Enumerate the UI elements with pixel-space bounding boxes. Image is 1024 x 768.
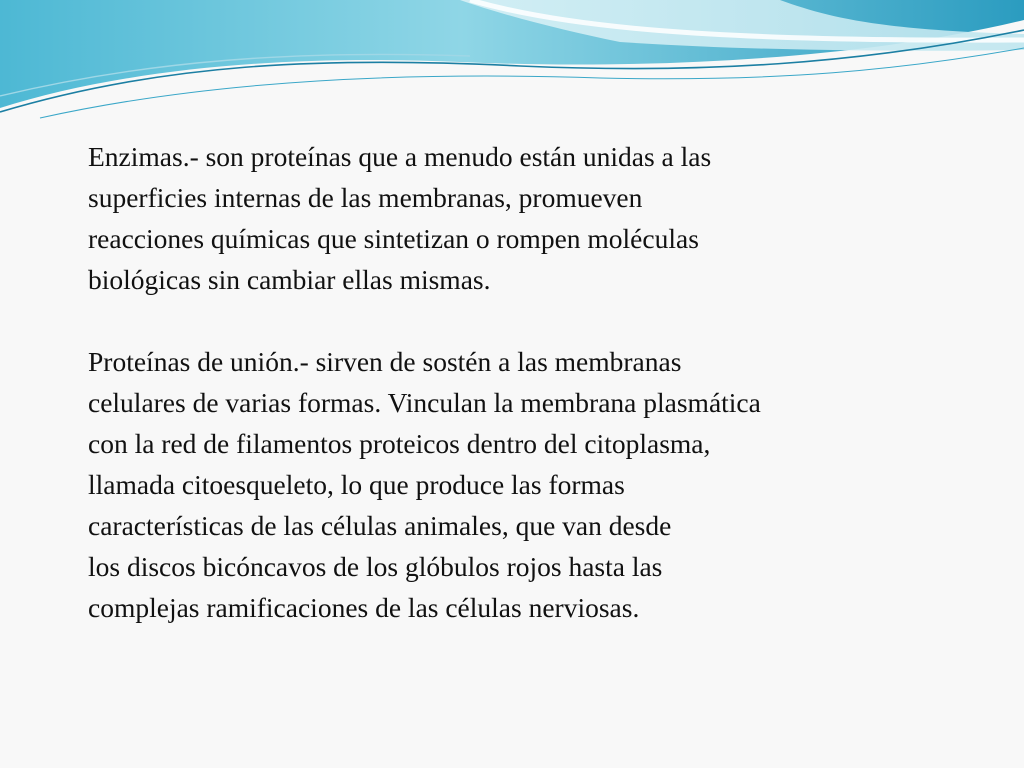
body-text bbox=[88, 136, 988, 628]
paragraph-proteinas-de-union: Proteínas de unión.- sirven de sostén a las membranas celulares de varias formas. Vinculan la membrana plasmática con la red de filamentos proteicos dentro del citoplasma, llamada citoesqueleto, lo que produce las formas características de las células animales, que van desde los discos bicóncavos de los glóbulos rojos hasta las complejas ramificaciones de las células nerviosas. bbox=[88, 346, 761, 623]
wave-header-decoration bbox=[0, 0, 1024, 130]
wave-band-main bbox=[0, 0, 1024, 108]
paragraph-enzimas: Enzimas.- son proteínas que a menudo están unidas a las superficies internas de las membranas, promueven reacciones químicas que sintetizan o rompen moléculas biológicas sin cambiar ellas mismas. bbox=[88, 141, 712, 295]
